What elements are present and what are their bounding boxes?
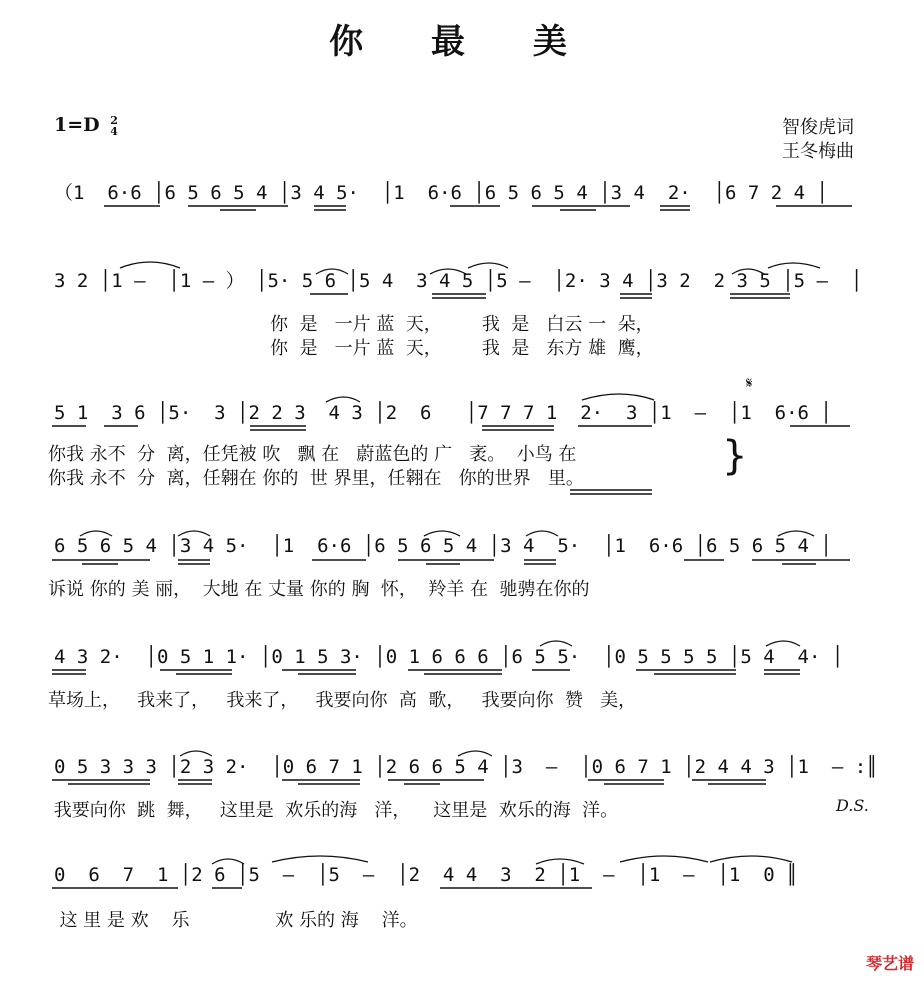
lyric-line: 你我 永不 分 离，任翱在 你的 世 界里，任翱在 你的世界 里。 [48, 468, 584, 489]
notation-line: （1 6·6 │6 5 6 5 4 │3 4 5· │1 6·6 │6 5 6 5 4 │3 4 2· │6 7 2 4 │ [54, 182, 828, 204]
lyricist: 智俊虎词 [782, 117, 854, 138]
notation-line: 3 2 │1 – │1 – ） │5· 5 6 │5 4 3 4 5 │5 – │2· 3 4 │3 2 2 3 5 │5 – │ [54, 270, 863, 292]
lyric-line: 我要向你 跳 舞， 这里是 欢乐的海 洋， 这里是 欢乐的海 洋。 [48, 800, 619, 821]
lyric-line: 你我 永不 分 离，任凭被 吹 飘 在 蔚蓝色的 广 袤。 小鸟 在 [48, 444, 577, 465]
notation-line: 4 3 2· │0 5 1 1· │0 1 5 3· │0 1 6 6 6 │6 5 5· │0 5 5 5 5 │5 4 4· │ [54, 646, 844, 668]
notation-line: 6 5 6 5 4 │3 4 5· │1 6·6 │6 5 6 5 4 │3 4 5· │1 6·6 │6 5 6 5 4 │ [54, 535, 832, 557]
watermark-logo: 琴艺谱 [865, 954, 914, 973]
lyric-line: 你 是 一片 蓝 天， 我 是 白云 一 朵， [270, 314, 654, 335]
composer: 王冬梅曲 [782, 141, 854, 162]
lyric-line: 诉说 你的 美 丽， 大地 在 丈量 你的 胸 怀， 羚羊 在 驰骋在你的 [48, 579, 590, 600]
ds-marking: D.S. [836, 796, 869, 815]
lyric-line: 你 是 一片 蓝 天， 我 是 东方 雄 鹰， [270, 338, 654, 359]
repeat-brace: } [722, 433, 748, 479]
time-sig-top: 2 [110, 114, 118, 127]
lyric-line: 草场上， 我来了， 我来了， 我要向你 高 歌， 我要向你 赞 美， [48, 690, 637, 711]
notation-line: 5 1 3 6 │5· 3 │2 2 3 4 3 │2 6 │7 7 7 1 2· 3 │1 – │1 6·6 │ [54, 402, 832, 424]
notation-line: 0 6 7 1 │2 6 │5 – │5 – │2 4 4 3 2 │1 – │1 – │1 0 ║ [54, 864, 798, 886]
notation-line: 0 5 3 3 3 │2 3 2· │0 6 7 1 │2 6 6 5 4 │3 – │0 6 7 1 │2 4 4 3 │1 – :║ [54, 756, 878, 778]
time-sig-bottom: 4 [110, 125, 118, 138]
segno-sign: 𝄋 [746, 374, 753, 392]
lyric-line: 这 里 是 欢 乐 欢 乐的 海 洋。 [48, 910, 418, 931]
song-title: 你 最 美 [329, 22, 595, 62]
key-label: 1=D [54, 114, 100, 136]
